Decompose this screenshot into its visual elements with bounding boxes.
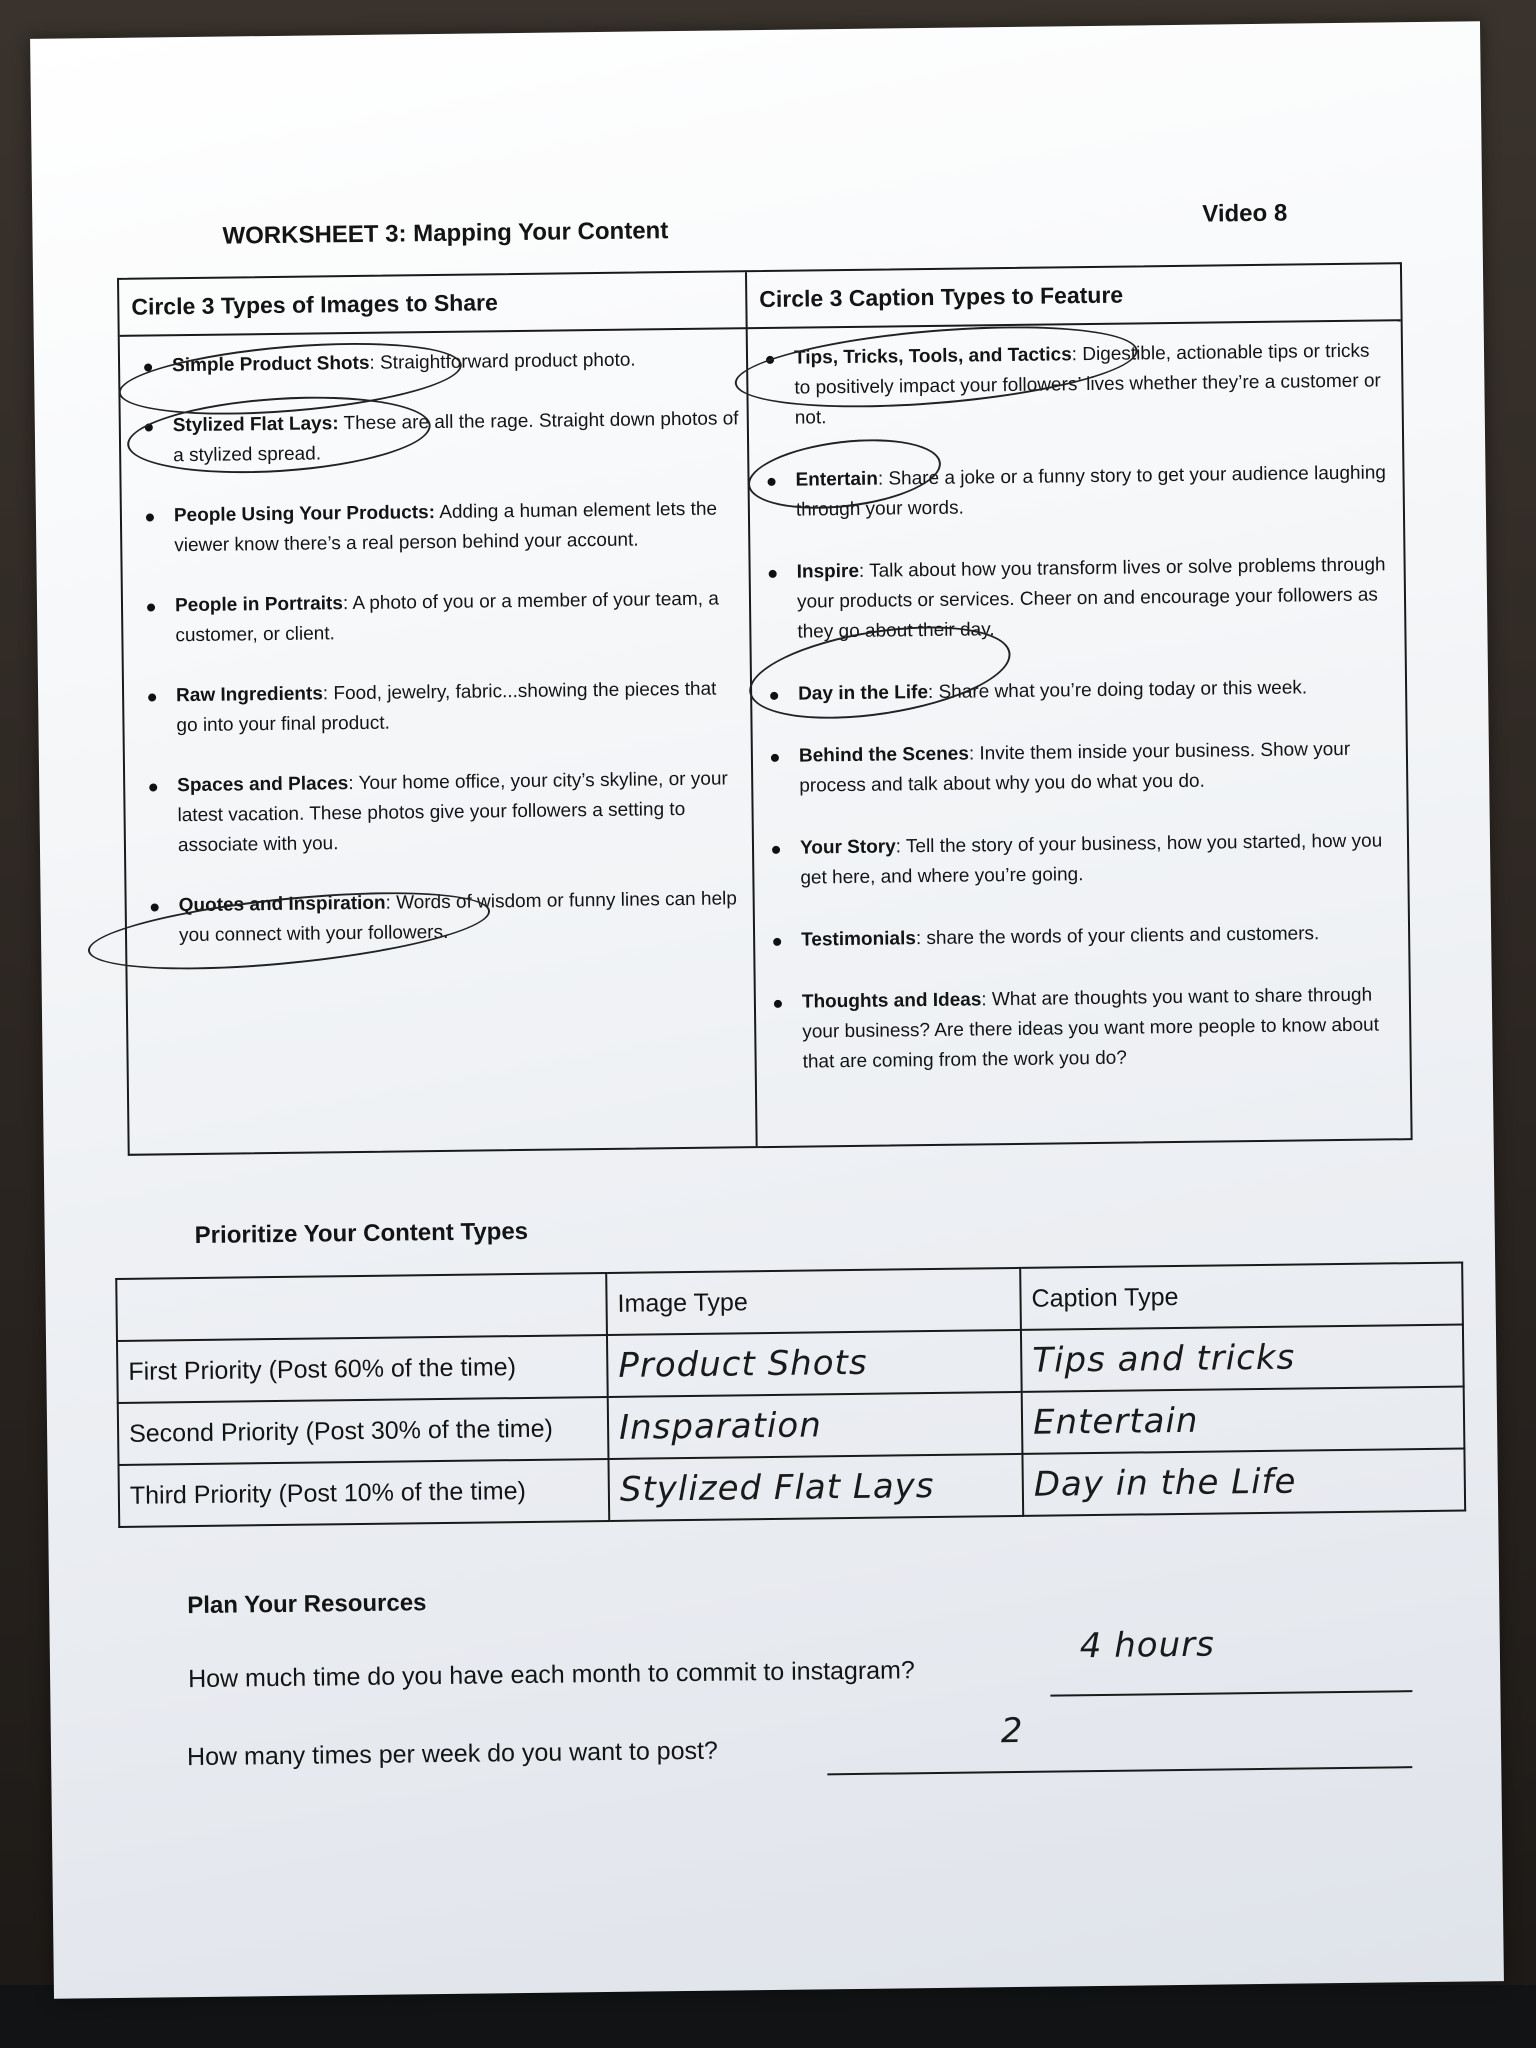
column-divider bbox=[745, 272, 758, 1146]
table-corner-cell bbox=[116, 1273, 607, 1341]
video-label: Video 8 bbox=[1202, 199, 1288, 228]
handwritten-posts-answer: 2 bbox=[1000, 1710, 1024, 1752]
list-item: Stylized Flat Lays: These are all the rage. Straight down photos of a stylized spread. bbox=[139, 404, 740, 471]
worksheet-title: WORKSHEET 3: Mapping Your Content bbox=[222, 217, 669, 250]
handwritten-image-type: Stylized Flat Lays bbox=[608, 1454, 1023, 1521]
list-item: Quotes and Inspiration: Words of wisdom or funny lines can help you connect with your followers. bbox=[145, 884, 746, 951]
priority-label: Third Priority (Post 10% of the time) bbox=[119, 1459, 610, 1527]
list-item: People in Portraits: A photo of you or a member of your team, a customer, or client. bbox=[141, 584, 742, 651]
captions-column-header: Circle 3 Caption Types to Feature bbox=[759, 281, 1124, 313]
posts-question: How many times per week do you want to post? bbox=[186, 1736, 719, 1772]
list-item: Raw Ingredients: Food, jewelry, fabric...showing the pieces that go into your final product. bbox=[142, 674, 743, 741]
handwritten-image-type: Insparation bbox=[608, 1392, 1023, 1459]
list-item: Entertain: Share a joke or a funny story to get your audience laughing through your words. bbox=[761, 458, 1392, 526]
list-item: Inspire: Talk about how you transform lives or solve problems through your products or services. Cheer on and encourage your followers as they go about their day. bbox=[762, 550, 1393, 648]
list-item: Spaces and Places: Your home office, your city’s skyline, or your latest vacation. These photos give your followers a setting to associate with you. bbox=[143, 764, 744, 861]
list-item: Your Story: Tell the story of your business, how you started, how you get here, and where you’re going. bbox=[766, 826, 1397, 894]
priority-label: Second Priority (Post 30% of the time) bbox=[118, 1397, 609, 1465]
image-type-header: Image Type bbox=[606, 1268, 1021, 1335]
posts-answer-line bbox=[827, 1766, 1412, 1775]
list-item: People Using Your Products: Adding a human element lets the viewer know there’s a real person behind your account. bbox=[140, 494, 741, 561]
handwritten-time-answer: 4 hours bbox=[1079, 1624, 1216, 1667]
list-item: Testimonials: share the words of your clients and customers. bbox=[767, 918, 1397, 956]
time-question: How much time do you have each month to commit to instagram? bbox=[187, 1656, 915, 1694]
handwritten-caption-type: Tips and tricks bbox=[1021, 1325, 1464, 1392]
handwritten-caption-type: Entertain bbox=[1022, 1387, 1465, 1454]
list-item: Day in the Life: Share what you’re doing today or this week. bbox=[764, 672, 1394, 710]
caption-type-header: Caption Type bbox=[1020, 1263, 1463, 1330]
priority-label: First Priority (Post 60% of the time) bbox=[117, 1335, 608, 1403]
handwritten-caption-type: Day in the Life bbox=[1022, 1449, 1465, 1516]
list-item: Simple Product Shots: Straightforward product photo. bbox=[138, 344, 738, 381]
handwritten-image-type: Product Shots bbox=[607, 1330, 1022, 1397]
images-column-header: Circle 3 Types of Images to Share bbox=[131, 289, 498, 320]
list-item: Tips, Tricks, Tools, and Tactics: Digestible, actionable tips or tricks to positively impact your followers’ lives whether they’re a customer or not. bbox=[760, 336, 1391, 434]
time-answer-line bbox=[1050, 1690, 1412, 1696]
prioritize-heading: Prioritize Your Content Types bbox=[194, 1217, 529, 1250]
caption-types-list bbox=[760, 336, 1399, 1110]
list-item: Thoughts and Ideas: What are thoughts you want to share through your business? Are there ideas you want more people to know about that are coming from the work you do? bbox=[768, 980, 1399, 1078]
header-divider bbox=[120, 319, 1401, 337]
content-types-grid bbox=[117, 262, 1413, 1156]
resources-heading: Plan Your Resources bbox=[187, 1589, 427, 1620]
list-item: Behind the Scenes: Invite them inside your business. Show your process and talk about why you do what you do. bbox=[765, 734, 1396, 802]
priority-table bbox=[115, 1262, 1466, 1528]
image-types-list bbox=[138, 344, 746, 981]
worksheet-paper bbox=[30, 21, 1504, 1999]
